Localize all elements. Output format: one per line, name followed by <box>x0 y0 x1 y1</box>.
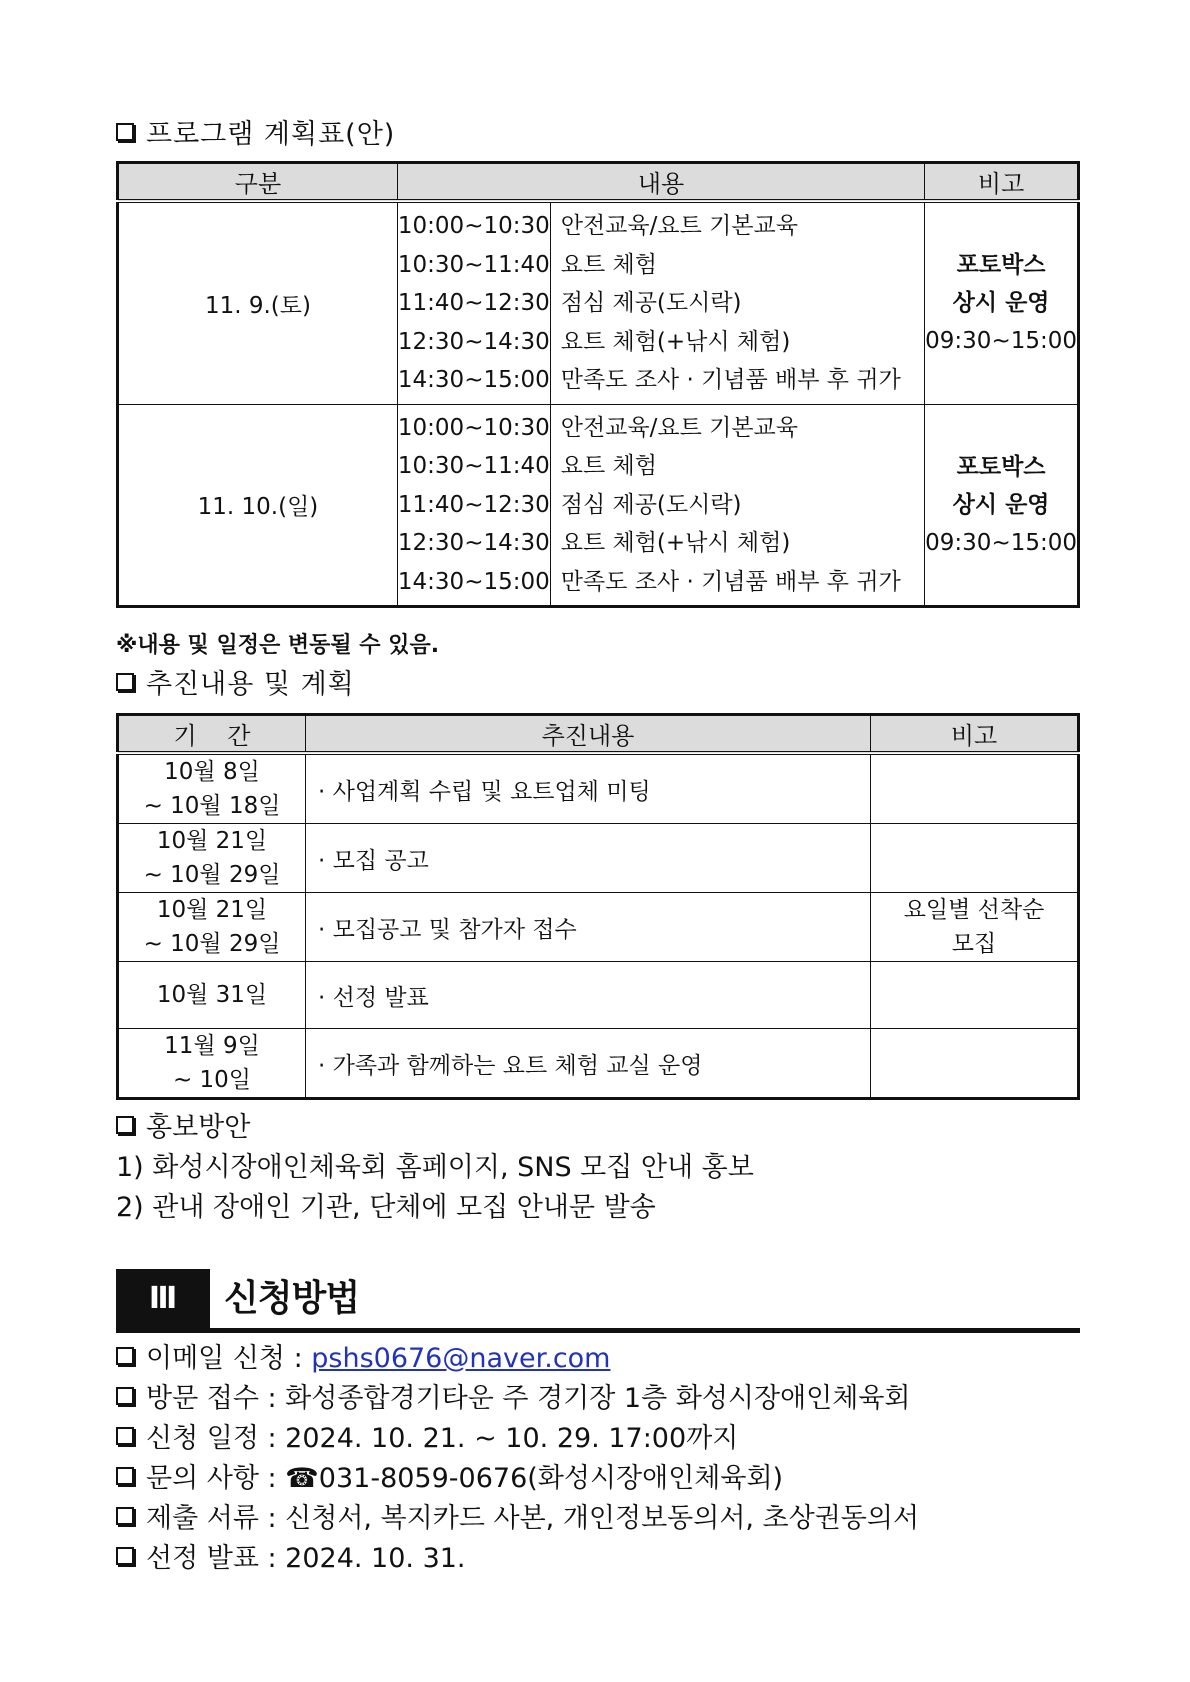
remark-cell <box>871 962 1079 1029</box>
header-remark: 비고 <box>925 163 1079 202</box>
time-slot: 10:00~10:30 <box>397 213 550 239</box>
remark-cell <box>871 824 1079 893</box>
activity: 요트 체험(+낚시 체험) <box>560 328 791 355</box>
activity: 만족도 조사 · 기념품 배부 후 귀가 <box>560 568 901 595</box>
activity: 안전교육/요트 기본교육 <box>560 414 798 441</box>
period-start: 11월 9일 <box>164 1033 260 1059</box>
remark-always-open: 상시 운영 <box>952 290 1050 317</box>
list-item <box>116 1339 919 1379</box>
activity: 점심 제공(도시락) <box>560 290 742 316</box>
header-category: 구분 <box>118 163 398 202</box>
table-row <box>118 201 1079 404</box>
email-label: 이메일 신청 : <box>146 1343 312 1374</box>
time-slot: 11:40~12:30 <box>397 491 550 518</box>
time-slot: 11:40~12:30 <box>397 290 550 316</box>
activity: 안전교육/요트 기본교육 <box>560 213 798 239</box>
header-remark: 비고 <box>871 715 1079 754</box>
list-item: 문의 사항 : ☎031-8059-0676(화성시장애인체육회) <box>116 1459 919 1499</box>
activity: 요트 체험(+낚시 체험) <box>560 530 791 556</box>
period-cell <box>118 824 306 893</box>
remark-cell <box>871 753 1079 824</box>
activity: 점심 제공(도시락) <box>560 491 742 518</box>
promotion-section <box>116 1108 754 1228</box>
content-cell: · 사업계획 수립 및 요트업체 미팅 <box>306 753 871 824</box>
time-slot: 12:30~14:30 <box>397 530 550 556</box>
remark-line: 모집 <box>951 931 997 957</box>
period-cell <box>118 962 306 1029</box>
day-date: 11. 10.(일) <box>118 404 398 607</box>
time-slot: 10:00~10:30 <box>397 414 550 441</box>
section-number-badge: Ⅲ <box>116 1269 210 1329</box>
activity: 요트 체험 <box>560 251 657 278</box>
checkbox-square-icon <box>116 673 134 691</box>
program-heading: 프로그램 계획표(안) <box>116 112 395 151</box>
activity: 요트 체험 <box>560 453 657 479</box>
content-cell: · 선정 발표 <box>306 962 871 1029</box>
list-item: 신청 일정 : 2024. 10. 21. ~ 10. 29. 17:00까지 <box>116 1419 919 1459</box>
remark-hours: 09:30~15:00 <box>925 529 1077 556</box>
period-end: ~ 10월 18일 <box>143 793 281 819</box>
content-cell: · 모집공고 및 참가자 접수 <box>306 893 871 962</box>
checkbox-square-icon <box>116 123 134 141</box>
time-slot: 10:30~11:40 <box>397 251 550 278</box>
content-cell: · 모집 공고 <box>306 824 871 893</box>
list-item: 1) 화성시장애인체육회 홈페이지, SNS 모집 안내 홍보 <box>116 1152 754 1183</box>
section-title: 신청방법 <box>224 1278 360 1319</box>
period-cell <box>118 893 306 962</box>
table-row <box>118 962 1079 1029</box>
remark-cell <box>871 1029 1079 1099</box>
header-period: 기 간 <box>118 715 306 754</box>
checkbox-square-icon <box>116 1547 134 1565</box>
section-divider <box>116 1328 1080 1333</box>
schedule-footnote: ※내용 및 일정은 변동될 수 있음. <box>116 633 440 658</box>
period-start: 10월 31일 <box>156 982 268 1008</box>
remark-cell <box>871 893 1079 962</box>
checkbox-square-icon <box>116 1116 134 1134</box>
remark-line: 요일별 선착순 <box>903 897 1045 923</box>
header-content: 내용 <box>397 163 924 202</box>
checkbox-square-icon <box>116 1467 134 1485</box>
promotion-heading: 홍보방안 <box>116 1108 754 1148</box>
period-start: 10월 21일 <box>156 828 268 854</box>
plan-table <box>116 713 1080 1100</box>
checkbox-square-icon <box>116 1347 134 1365</box>
activity: 만족도 조사 · 기념품 배부 후 귀가 <box>560 367 901 393</box>
period-start: 10월 21일 <box>156 897 268 923</box>
application-list <box>116 1339 919 1579</box>
plan-heading: 추진내용 및 계획 <box>116 662 355 701</box>
period-end: ~ 10일 <box>172 1067 252 1093</box>
remark-hours: 09:30~15:00 <box>925 328 1077 355</box>
table-row <box>118 1029 1079 1099</box>
remark-always-open: 상시 운영 <box>952 491 1050 518</box>
time-slot: 14:30~15:00 <box>397 367 550 393</box>
remark-photobox: 포토박스 <box>956 252 1046 279</box>
program-table <box>116 161 1080 608</box>
period-start: 10월 8일 <box>164 759 260 785</box>
table-row <box>118 404 1079 607</box>
period-cell <box>118 753 306 824</box>
day-date: 11. 9.(토) <box>118 201 398 404</box>
content-cell: · 가족과 함께하는 요트 체험 교실 운영 <box>306 1029 871 1099</box>
table-row <box>118 753 1079 824</box>
checkbox-square-icon <box>116 1427 134 1445</box>
time-slot: 12:30~14:30 <box>397 328 550 355</box>
remark-photobox: 포토박스 <box>956 453 1046 480</box>
period-end: ~ 10월 29일 <box>143 931 281 957</box>
period-end: ~ 10월 29일 <box>143 862 281 888</box>
time-list <box>397 201 550 404</box>
checkbox-square-icon <box>116 1387 134 1405</box>
period-cell <box>118 1029 306 1099</box>
activity-list <box>550 201 924 404</box>
header-content: 추진내용 <box>306 715 871 754</box>
email-link[interactable]: pshs0676@naver.com <box>311 1343 611 1374</box>
activity-list <box>550 404 924 607</box>
table-row <box>118 893 1079 962</box>
list-item: 방문 접수 : 화성종합경기타운 주 경기장 1층 화성시장애인체육회 <box>116 1379 919 1419</box>
time-slot: 10:30~11:40 <box>397 453 550 479</box>
time-slot: 14:30~15:00 <box>397 568 550 595</box>
checkbox-square-icon <box>116 1507 134 1525</box>
table-header-row <box>118 715 1079 754</box>
list-item: 선정 발표 : 2024. 10. 31. <box>116 1539 919 1579</box>
time-list <box>397 404 550 607</box>
day-remark <box>925 201 1079 404</box>
list-item: 2) 관내 장애인 기관, 단체에 모집 안내문 발송 <box>116 1192 656 1223</box>
list-item: 제출 서류 : 신청서, 복지카드 사본, 개인정보동의서, 초상권동의서 <box>116 1499 919 1539</box>
table-row <box>118 824 1079 893</box>
table-header-row <box>118 163 1079 202</box>
day-remark <box>925 404 1079 607</box>
